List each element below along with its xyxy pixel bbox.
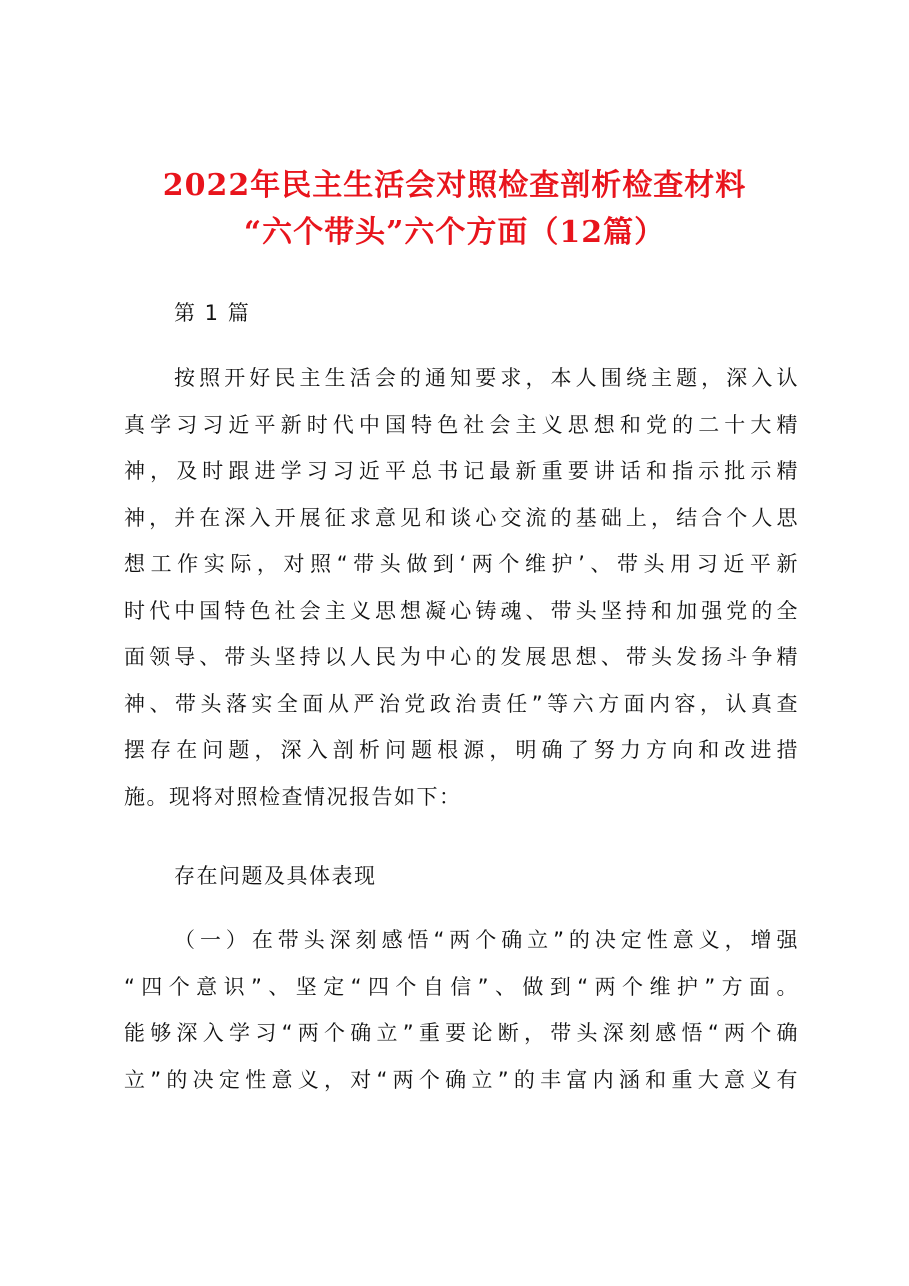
section-heading: 第 1 篇 [174,301,251,325]
paragraph-1-line: 施。现将对照检查情况报告如下： [124,784,462,809]
paragraph-1-line: 摆存在问题，深入剖析问题根源，明确了努力方向和改进措 [124,738,799,762]
paragraph-1-line: 真学习习近平新时代中国特色社会主义思想和党的二十大精 [124,412,799,437]
paragraph-2-line: （一）在带头深刻感悟“两个确立”的决定性意义，增强 [174,928,799,952]
document-title-line-1: 2022年民主生活会对照检查剖析检查材料 [162,168,747,203]
paragraph-1-line: 神，及时跟进学习习近平总书记最新重要讲话和指示批示精 [124,459,799,483]
document-title-line-2: “六个带头”六个方面（12篇） [243,215,666,250]
subheading: 存在问题及具体表现 [174,864,377,888]
paragraph-1-line: 神、带头落实全面从严治党政治责任”等六方面内容，认真查 [124,691,799,716]
paragraph-1 [124,355,799,820]
paragraph-2 [124,917,799,1103]
paragraph-1-line: 时代中国特色社会主义思想凝心铸魂、带头坚持和加强党的全 [124,598,799,623]
paragraph-1-line: 神，并在深入开展征求意见和谈心交流的基础上，结合个人思 [124,505,799,530]
paragraph-2-line: 立”的决定性意义，对“两个确立”的丰富内涵和重大意义有 [124,1067,799,1092]
paragraph-2-line: “四个意识”、坚定“四个自信”、做到“两个维护”方面。 [124,974,799,999]
paragraph-2-line: 能够深入学习“两个确立”重要论断，带头深刻感悟“两个确 [124,1021,799,1045]
paragraph-1-line: 面领导、带头坚持以人民为中心的发展思想、带头发扬斗争精 [124,645,799,669]
paragraph-1-line: 按照开好民主生活会的通知要求，本人围绕主题，深入认 [174,366,799,390]
paragraph-1-line: 想工作实际，对照“带头做到‘两个维护’、带头用习近平新 [124,552,799,576]
